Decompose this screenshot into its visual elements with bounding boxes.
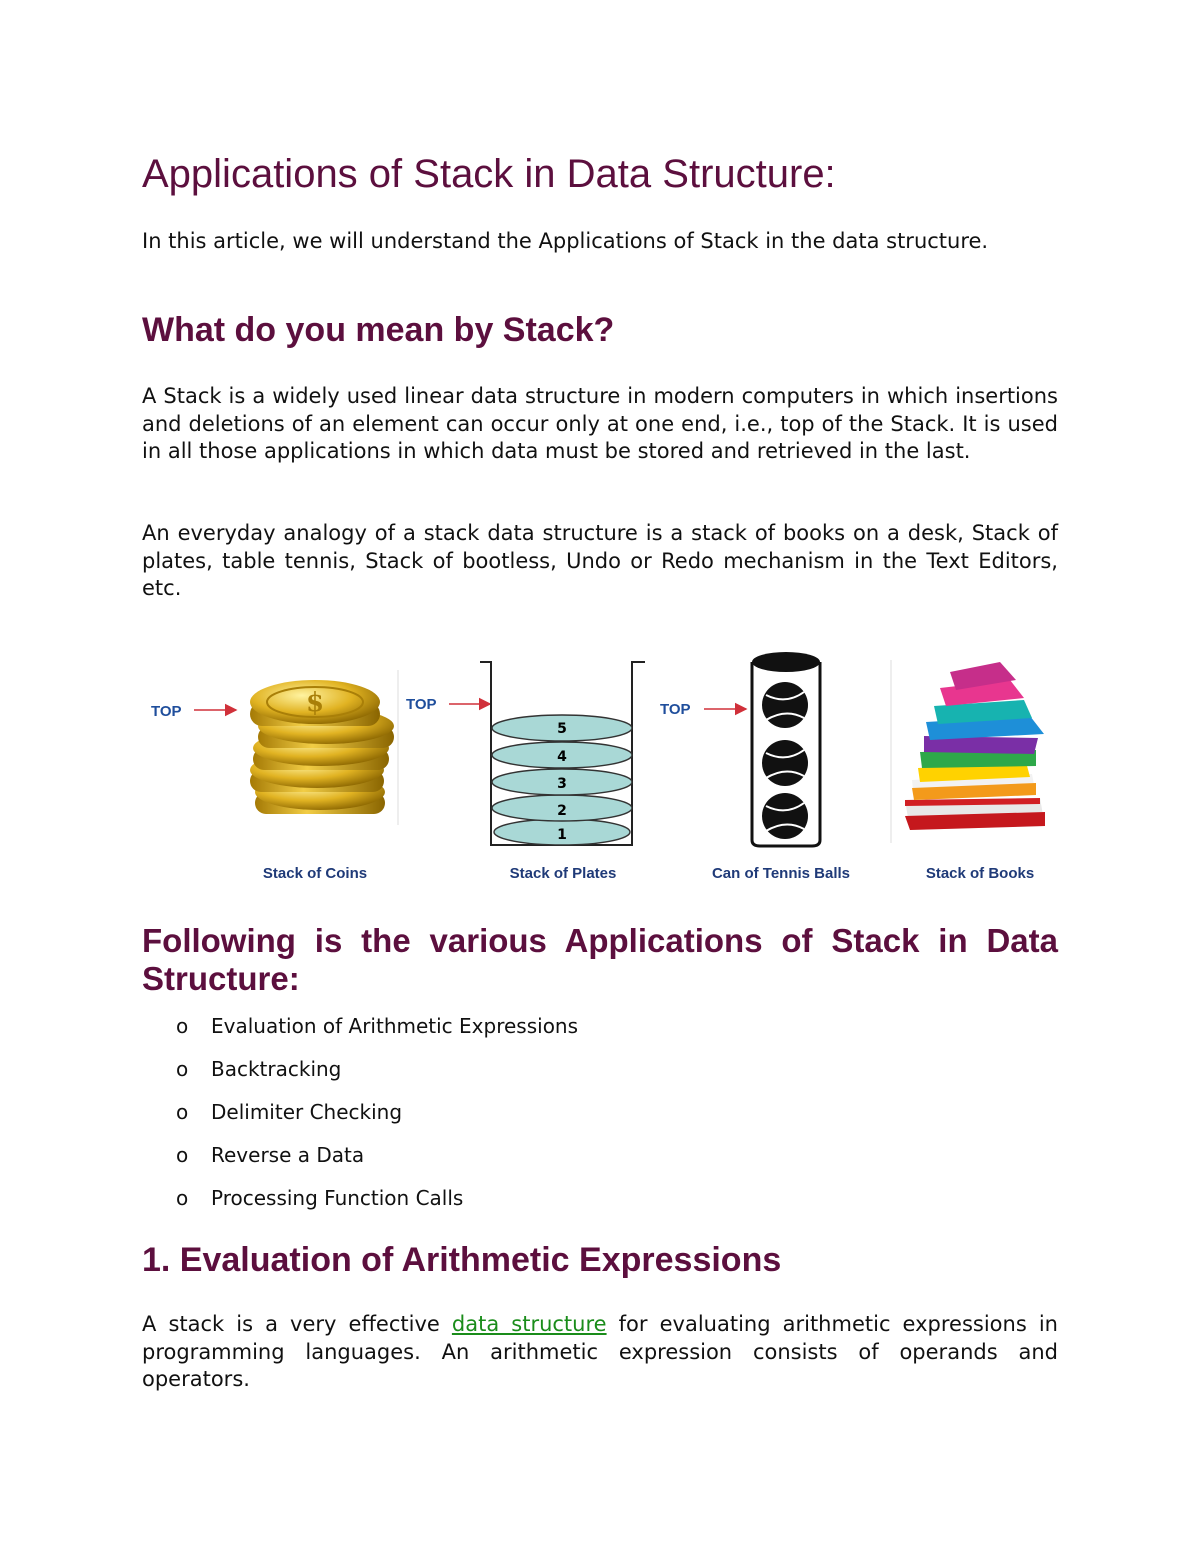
data-structure-link[interactable]: data structure (451, 1312, 607, 1336)
section-heading-evaluation: 1. Evaluation of Arithmetic Expressions (142, 1241, 782, 1279)
bullet-icon: o (176, 1014, 189, 1038)
plate-number-5: 5 (557, 721, 567, 737)
section-heading-applications (142, 922, 1058, 998)
plate-number-3: 3 (557, 776, 567, 792)
stack-analogy-paragraph: An everyday analogy of a stack data structure is a stack of books on a desk, Stack of plates, table tennis, Stack of bootless, Undo or Redo mechanism in the Text Editors, etc. (142, 521, 1058, 600)
bullet-icon: o (176, 1100, 189, 1124)
caption-coins: Stack of Coins (262, 865, 368, 882)
list-item (142, 1051, 578, 1094)
intro-paragraph: In this article, we will understand the Applications of Stack in the data structure. (142, 229, 989, 253)
list-item-text: Processing Function Calls (211, 1186, 464, 1210)
coins-top-label: TOP (151, 703, 182, 720)
applications-heading-line2: Structure: (142, 960, 300, 997)
evaluation-text-start: A stack is a very effective (142, 1312, 452, 1336)
tennis-ball-2 (762, 740, 808, 786)
book-red (905, 798, 1045, 830)
applications-heading-line1: Following is the various Applications of Stack in Data (142, 922, 1058, 959)
caption-plates: Stack of Plates (509, 865, 617, 882)
caption-tennis-balls: Can of Tennis Balls (711, 865, 851, 882)
plate-number-1: 1 (557, 827, 567, 843)
plate-number-4: 4 (557, 749, 567, 765)
evaluation-paragraph (142, 1311, 1058, 1394)
bullet-icon: o (176, 1057, 189, 1081)
tennis-ball-3 (762, 793, 808, 839)
list-item (142, 1008, 578, 1051)
list-item-text: Backtracking (211, 1057, 342, 1081)
page-title: Applications of Stack in Data Structure: (142, 152, 836, 196)
bullet-icon: o (176, 1143, 189, 1167)
list-item-text: Evaluation of Arithmetic Expressions (211, 1014, 579, 1038)
caption-books: Stack of Books (925, 865, 1035, 882)
book-stack-illustration (905, 662, 1045, 882)
coin-stack-illustration (151, 670, 398, 882)
list-item (142, 1180, 578, 1223)
balls-top-label: TOP (660, 701, 691, 718)
stack-definition-paragraph: A Stack is a widely used linear data structure in modern computers in which insertions and deletions of an element can occur only at one end, i.e., top of the Stack. It is used in all those applications in which data must be stored and retrieved in the last. (142, 384, 1058, 463)
plates-top-label: TOP (406, 696, 437, 713)
section-heading-what-is-stack: What do you mean by Stack? (142, 311, 615, 349)
list-item (142, 1094, 578, 1137)
list-item (142, 1137, 578, 1180)
plate-number-2: 2 (557, 803, 567, 819)
tennis-ball-1 (762, 682, 808, 728)
evaluation-text-end: for evaluating arithmetic expressions in programming languages. An arithmetic expression consists of operands and operators. (142, 1312, 1058, 1391)
plate-stack-illustration (406, 662, 645, 882)
can-lid (752, 652, 820, 672)
list-item-text: Reverse a Data (211, 1143, 365, 1167)
tennis-can-illustration (660, 652, 891, 882)
applications-list (142, 1008, 578, 1223)
list-item-text: Delimiter Checking (211, 1100, 403, 1124)
bullet-icon: o (176, 1186, 189, 1210)
coin-dollar-icon: $ (305, 688, 325, 718)
stack-examples-figure (0, 640, 1200, 900)
